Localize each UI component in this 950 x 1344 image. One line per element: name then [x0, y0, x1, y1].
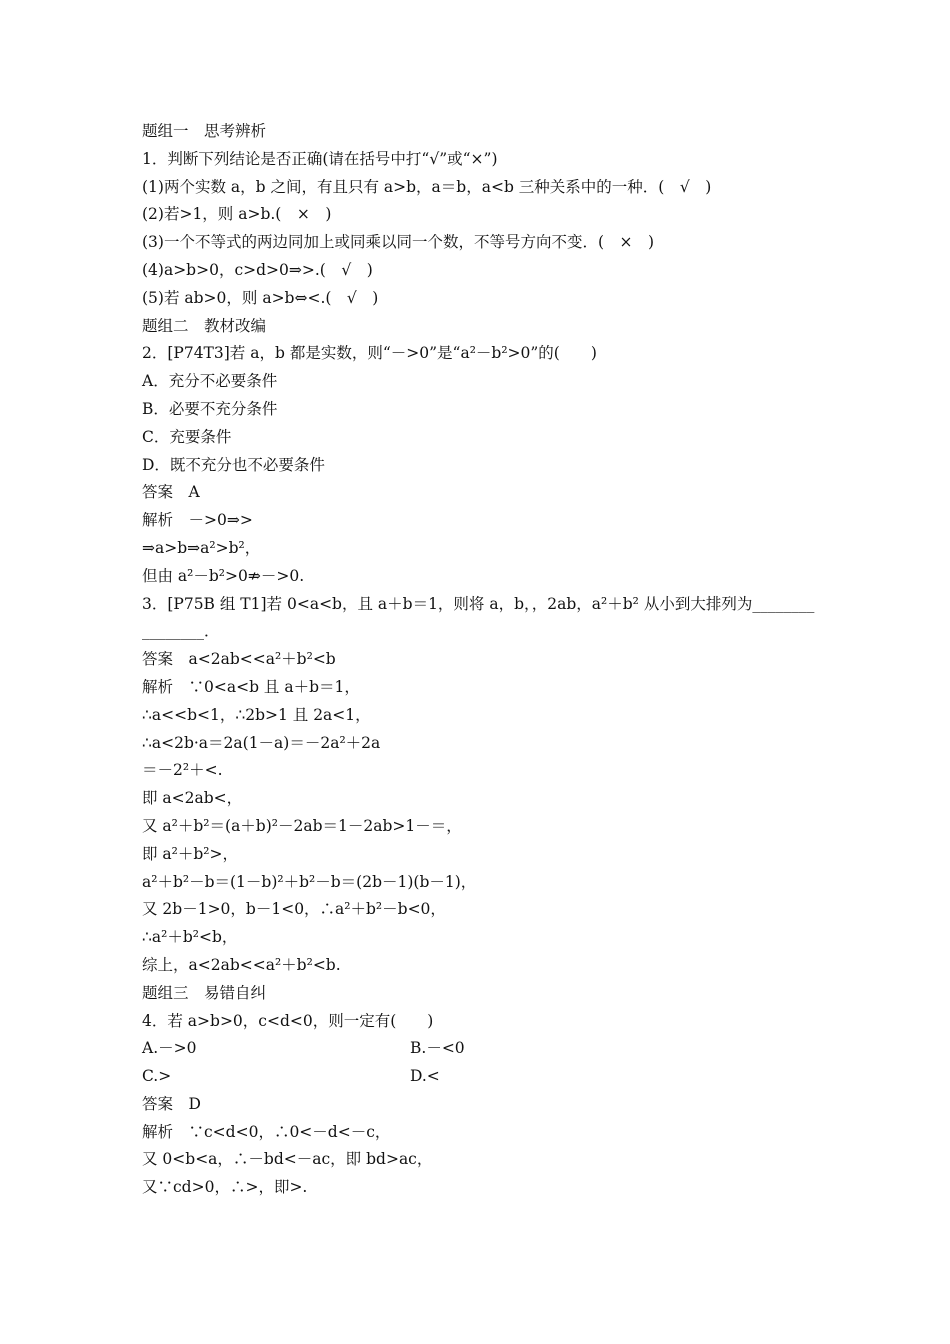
question-3-stem: 3．[P75B 组 T1]若 0<a<b，且 a＋b＝1，则将 a，b，，2ab，a²＋b² 从小到大排列为________ — [142, 594, 815, 613]
question-4-option-c: C.> — [142, 1067, 172, 1086]
question-3-analysis-4: ＝－2²＋<. — [142, 761, 223, 780]
question-2-analysis-2: ⇒a>b⇒a²>b²， — [142, 538, 261, 557]
question-3-conclusion: 综上，a<2ab<<a²＋b²<b. — [142, 955, 341, 974]
question-3-analysis-5: 即 a<2ab<， — [142, 789, 243, 808]
question-4-analysis-1: 解析 ∵c<d<0，∴0<－d<－c， — [142, 1122, 391, 1141]
question-4-options-row-2 — [142, 1063, 822, 1091]
question-2-stem: 2．[P74T3]若 a，b 都是实数，则“－>0”是“a²－b²>0”的( ) — [142, 344, 597, 363]
question-3-analysis-7: 即 a²＋b²>， — [142, 844, 239, 863]
section-heading-3: 题组三 易错自纠 — [142, 983, 267, 1002]
question-2-option-a: A．充分不必要条件 — [142, 372, 278, 391]
question-3-analysis-8: a²＋b²－b＝(1－b)²＋b²－b＝(2b－1)(b－1)， — [142, 872, 477, 891]
question-1-item-4: (4)a>b>0，c>d>0⇒>.( √ ) — [142, 260, 373, 279]
question-4-analysis-3: 又∵cd>0，∴>，即>. — [142, 1178, 308, 1197]
section-heading-2: 题组二 教材改编 — [142, 316, 267, 335]
question-3-analysis-6: 又 a²＋b²＝(a＋b)²－2ab＝1－2ab>1－＝， — [142, 816, 462, 835]
question-3-analysis-10: ∴a²＋b²<b， — [142, 928, 238, 947]
question-2-analysis-3: 但由 a²－b²>0⇏－>0. — [142, 566, 305, 585]
question-2-option-c: C．充要条件 — [142, 427, 232, 446]
question-3-stem-cont: ________． — [142, 622, 220, 641]
question-1-stem: 1．判断下列结论是否正确(请在括号中打“√”或“×”) — [142, 149, 498, 168]
question-4-stem: 4．若 a>b>0，c<d<0，则一定有( ) — [142, 1011, 434, 1030]
question-1-item-5: (5)若 ab>0，则 a>b⇔<.( √ ) — [142, 288, 379, 307]
question-4-option-a: A.－>0 — [142, 1039, 197, 1058]
question-3-analysis-1: 解析 ∵0<a<b 且 a＋b＝1， — [142, 677, 360, 696]
question-4-option-b: B.－<0 — [410, 1039, 465, 1058]
question-2-option-b: B．必要不充分条件 — [142, 399, 278, 418]
question-4-analysis-2: 又 0<b<a，∴－bd<－ac，即 bd>ac， — [142, 1150, 433, 1169]
question-1-item-3: (3)一个不等式的两边同加上或同乘以同一个数，不等号方向不变．( × ) — [142, 233, 655, 252]
question-4-option-d: D.< — [410, 1067, 440, 1086]
question-4-answer: 答案 D — [142, 1094, 201, 1113]
question-2-answer: 答案 A — [142, 483, 200, 502]
question-3-answer: 答案 a<2ab<<a²＋b²<b — [142, 650, 336, 669]
section-heading-1: 题组一 思考辨析 — [142, 122, 267, 140]
question-2-option-d: D．既不充分也不必要条件 — [142, 455, 325, 474]
question-3-analysis-3: ∴a<2b·a＝2a(1－a)＝－2a²＋2a — [142, 733, 381, 752]
question-1-item-1: (1)两个实数 a，b 之间，有且只有 a>b，a＝b，a<b 三种关系中的一种．( √ ) — [142, 177, 712, 196]
question-1-item-2: (2)若>1，则 a>b.( × ) — [142, 205, 332, 224]
document-page — [142, 118, 822, 1202]
question-2-analysis-1: 解析 －>0⇒> — [142, 511, 253, 530]
question-3-analysis-9: 又 2b－1>0，b－1<0，∴a²＋b²－b<0， — [142, 900, 446, 919]
question-4-options-row-1 — [142, 1035, 822, 1063]
question-3-analysis-2: ∴a<<b<1，∴2b>1 且 2a<1， — [142, 705, 371, 724]
